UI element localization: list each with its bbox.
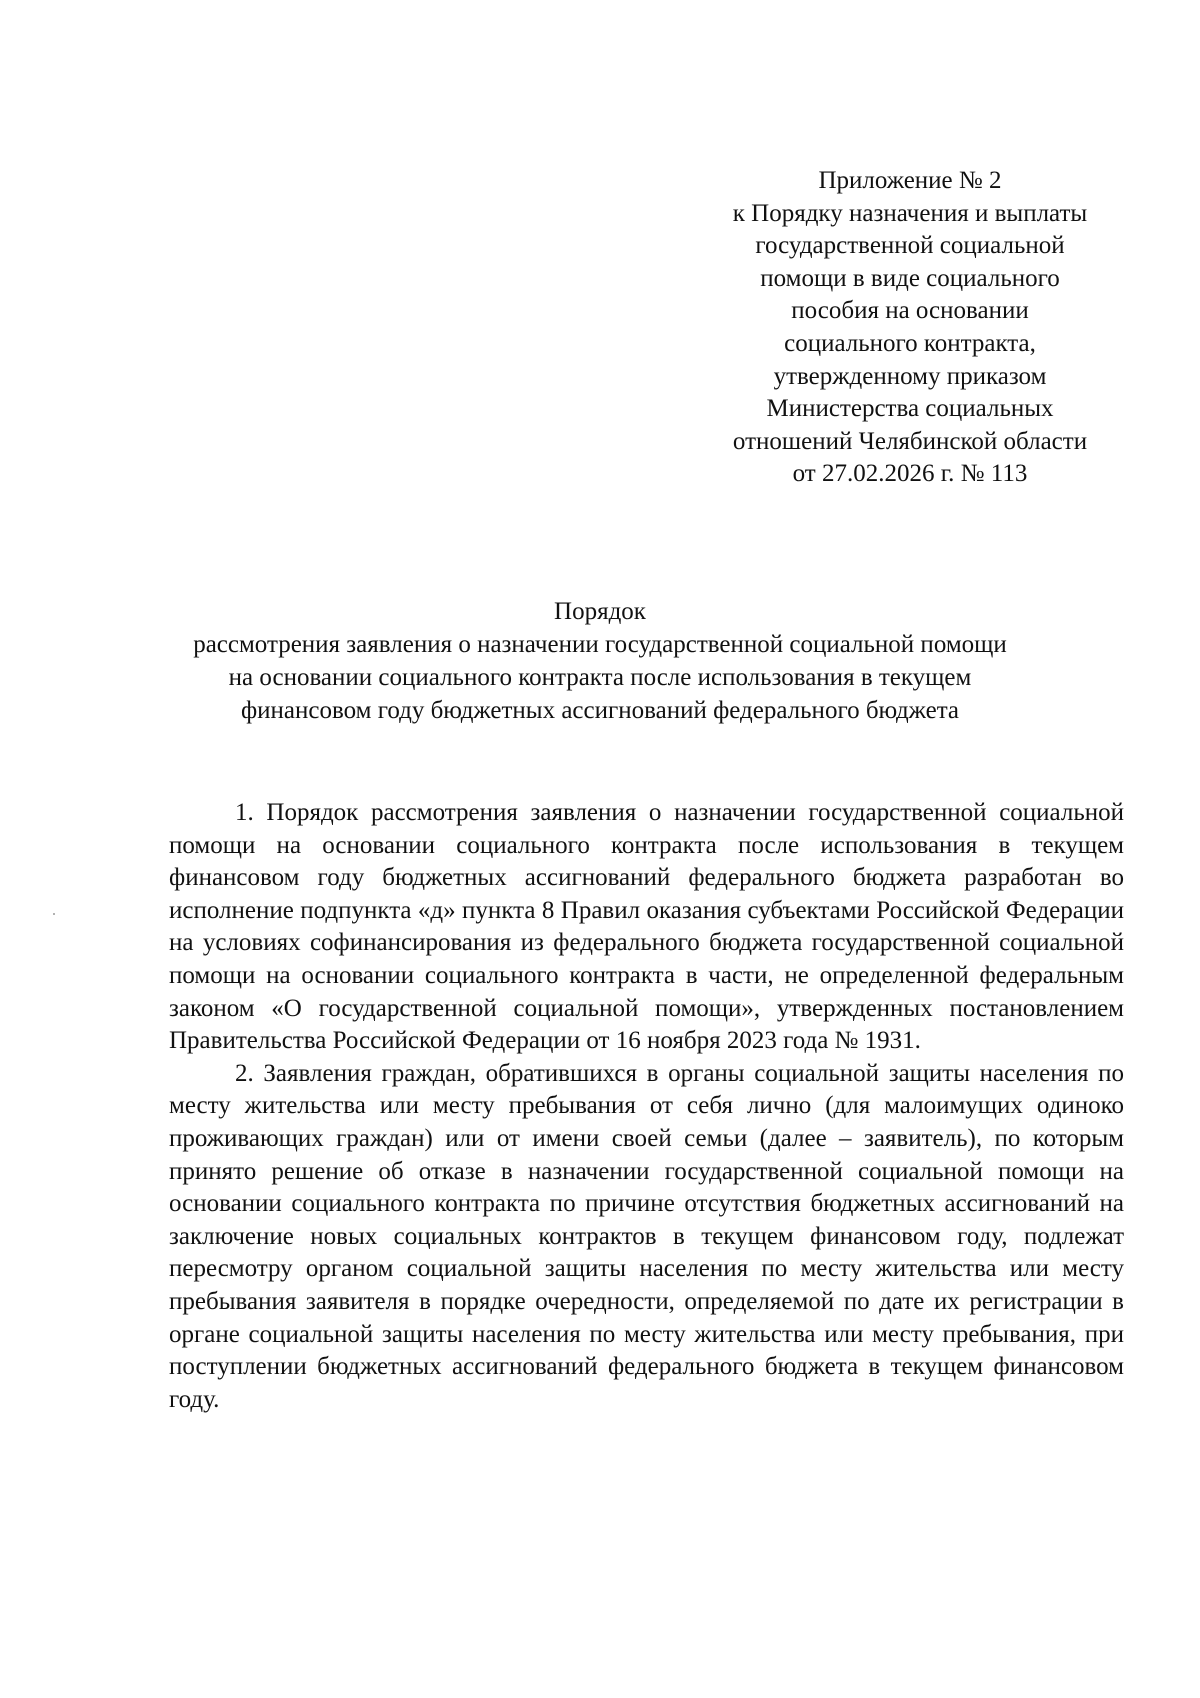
annex-header [700,165,1120,491]
title-subtitle-line: на основании социального контракта после использования в текущем [228,664,972,691]
scan-artifact [53,913,55,915]
annex-line: Приложение № 2 [818,167,1002,194]
annex-line: отношений Челябинской области [732,427,1088,455]
annex-line: социального контракта, [784,329,1036,357]
paragraph-2: 2. Заявления граждан, обратившихся в органы социальной защиты населения по месту жительства или месту пребывания от себя лично (для малоимущих одиноко проживающих граждан) или от имени своей семьи (далее – заявитель), по которым принято решение об отказе в назначении государственной социальной помощи на основании социального контракта по причине отсутствия бюджетных ассигнований на заключение новых социальных контрактов в текущем финансовом году, подлежат пересмотру органом социальной защиты населения по месту жительства или месту пребывания заявителя в порядке очередности, определяемой по дате их регистрации в органе социальной защиты населения по месту жительства или месту пребывания, при поступлении бюджетных ассигнований федерального бюджета в текущем финансовом году. [169,1059,1124,1413]
document-title [100,595,1100,727]
document-body [169,797,1124,1416]
title-subtitle-line: рассмотрения заявления о назначении государственной социальной помощи [193,631,1007,658]
annex-line: утвержденному приказом [773,362,1047,390]
annex-line: государственной социальной [755,232,1065,260]
annex-line: помощи в виде социального [760,264,1060,292]
annex-line: пособия на основании [791,297,1029,325]
annex-line: к Порядку назначения и выплаты [732,199,1088,227]
title-subtitle-line: финансовом году бюджетных ассигнований федерального бюджета [240,697,960,724]
annex-line: от 27.02.2026 г. № 113 [792,460,1028,488]
paragraph-1: 1. Порядок рассмотрения заявления о назначении государственной социальной помощи на основании социального контракта после использования в текущем финансовом году бюджетных ассигнований федерального бюджета разработан во исполнение подпункта «д» пункта 8 Правил оказания субъектами Российской Федерации на условиях софинансирования из федерального бюджета государственной социальной помощи на основании социального контракта в части, не определенной федеральным законом «О государственной социальной помощи», утвержденных постановлением Правительства Российской Федерации от 16 ноября 2023 года № 1931. [169,799,1124,1055]
title-heading: Порядок [554,598,646,625]
annex-line: Министерства социальных [766,395,1054,423]
